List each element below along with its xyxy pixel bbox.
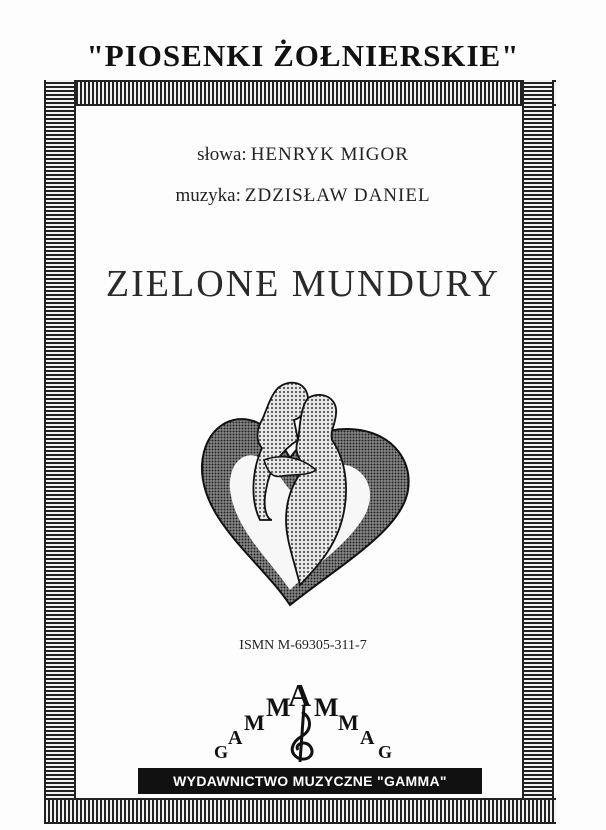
publisher-bar: WYDAWNICTWO MUZYCZNE "GAMMA" bbox=[138, 768, 482, 794]
svg-text:G: G bbox=[378, 742, 393, 762]
lyrics-author: HENRYK MIGOR bbox=[250, 144, 409, 165]
border-bottom bbox=[44, 798, 556, 824]
gamma-treble-clef-logo bbox=[210, 678, 394, 767]
series-title: "PIOSENKI ŻOŁNIERSKIE" bbox=[86, 38, 520, 73]
lyrics-credit bbox=[0, 144, 606, 166]
svg-text:M: M bbox=[338, 710, 359, 735]
border-top bbox=[44, 80, 556, 106]
svg-text:A: A bbox=[288, 678, 312, 713]
lyrics-label: słowa: bbox=[197, 144, 247, 165]
svg-text:G: G bbox=[214, 742, 229, 762]
svg-text:M: M bbox=[266, 693, 291, 722]
svg-text:M: M bbox=[314, 693, 339, 722]
svg-text:M: M bbox=[244, 710, 265, 735]
svg-text:A: A bbox=[228, 727, 243, 749]
isbn: ISMN M-69305-311-7 bbox=[239, 638, 367, 653]
svg-text:A: A bbox=[360, 727, 375, 749]
heart-embracing-couple-icon bbox=[190, 370, 420, 615]
song-title: ZIELONE MUNDURY bbox=[105, 263, 501, 305]
music-label: muzyka: bbox=[175, 185, 241, 206]
music-composer: ZDZISŁAW DANIEL bbox=[244, 185, 431, 206]
music-credit bbox=[0, 185, 606, 207]
